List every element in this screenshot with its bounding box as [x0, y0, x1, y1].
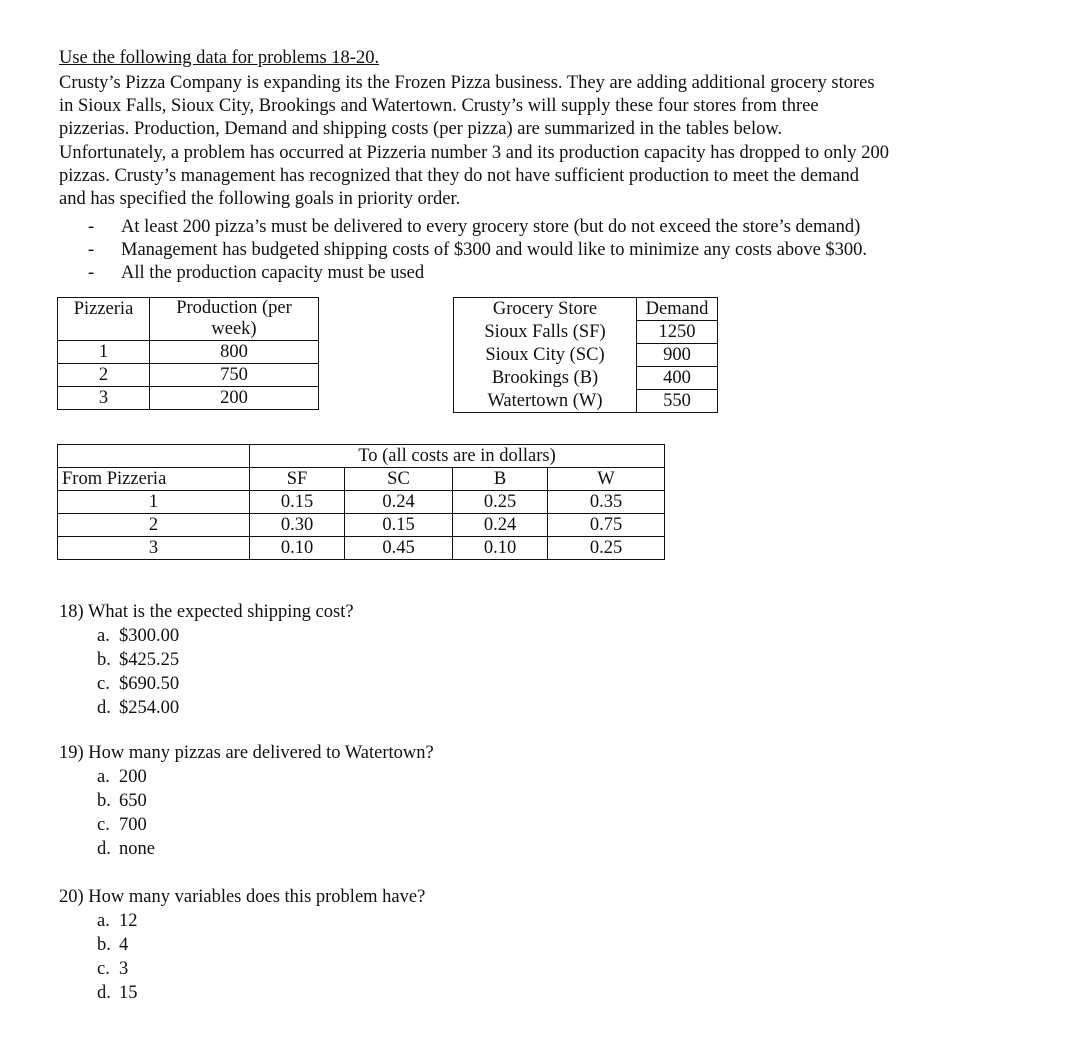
table-cell: 0.24 — [345, 491, 453, 514]
question-18 — [59, 600, 354, 720]
shipping-cost-table — [57, 444, 665, 560]
answer-option: b. $425.25 — [97, 650, 180, 670]
answer-option: c. 3 — [97, 959, 129, 979]
table-cell: 1 — [58, 491, 250, 514]
table-cell: 0.10 — [250, 537, 345, 560]
table-row — [58, 537, 665, 560]
table-cell: 0.24 — [453, 514, 548, 537]
table-cell: 550 — [637, 390, 718, 413]
demand-table — [453, 297, 718, 413]
table-header-row — [58, 298, 319, 341]
table-cell: 800 — [150, 341, 319, 364]
header-text: Production (per week) — [176, 298, 292, 339]
table-cell: 0.15 — [345, 514, 453, 537]
page-heading: Use the following data for problems 18-20. — [59, 48, 380, 68]
table-cell: 750 — [150, 364, 319, 387]
answer-option: b. 650 — [97, 791, 147, 811]
answer-option: d. none — [97, 839, 155, 859]
table-row — [454, 344, 718, 367]
goal-item: - All the production capacity must be used — [88, 263, 425, 283]
table-cell — [58, 445, 250, 468]
question-text: 19) How many pizzas are delivered to Watertown? — [59, 743, 434, 763]
table-caption-row — [58, 445, 665, 468]
question-text: 20) How many variables does this problem have? — [59, 887, 426, 907]
table-row — [454, 367, 718, 390]
intro-paragraph — [59, 72, 1019, 211]
table-cell: 0.35 — [548, 491, 665, 514]
table-cell: 2 — [58, 364, 150, 387]
goal-text: At least 200 pizza’s must be delivered to every grocery store (but do not exceed the store’s demand) — [121, 217, 861, 237]
table-row — [454, 321, 718, 344]
intro-line: in Sioux Falls, Sioux City, Brookings and Watertown. Crusty’s will supply these four stores from three — [59, 96, 819, 117]
question-20 — [59, 885, 425, 1005]
answer-option: b. 4 — [97, 935, 129, 955]
column-header-b: B — [453, 468, 548, 491]
goal-text: All the production capacity must be used — [121, 263, 425, 283]
table-header-row — [454, 298, 718, 321]
table-row — [58, 387, 319, 410]
table-cell: Sioux Falls (SF) — [454, 321, 637, 344]
column-header-sf: SF — [250, 468, 345, 491]
table-cell: 200 — [150, 387, 319, 410]
column-header-w: W — [548, 468, 665, 491]
table-cell: 0.45 — [345, 537, 453, 560]
table-cell: Watertown (W) — [454, 390, 637, 413]
table-cell: 0.25 — [453, 491, 548, 514]
column-header-sc: SC — [345, 468, 453, 491]
table-row — [58, 491, 665, 514]
goals-list — [88, 216, 867, 285]
cost-caption: To (all costs are in dollars) — [250, 445, 665, 468]
answer-option: d. $254.00 — [97, 698, 180, 718]
header-cell: Pizzeria — [58, 298, 150, 341]
table-row — [58, 341, 319, 364]
header-cell: Demand — [637, 298, 718, 321]
table-cell: 0.15 — [250, 491, 345, 514]
table-cell: Sioux City (SC) — [454, 344, 637, 367]
answer-option: c. 700 — [97, 815, 147, 835]
table-cell: 0.10 — [453, 537, 548, 560]
table-row — [58, 364, 319, 387]
header-cell — [150, 298, 319, 341]
production-table — [57, 297, 319, 410]
header-cell: Grocery Store — [454, 298, 637, 321]
table-cell: 0.75 — [548, 514, 665, 537]
intro-line: Unfortunately, a problem has occurred at Pizzeria number 3 and its production capacity has dropped to only 200 — [59, 142, 890, 163]
intro-line: and has specified the following goals in priority order. — [59, 189, 461, 210]
intro-line: pizzas. Crusty’s management has recognized that they do not have sufficient production to meet the demand — [59, 165, 860, 186]
answer-option: d. 15 — [97, 983, 138, 1003]
table-cell: 900 — [637, 344, 718, 367]
question-19 — [59, 741, 434, 861]
goal-text: Management has budgeted shipping costs of $300 and would like to minimize any costs above $300. — [121, 240, 868, 260]
goal-item: - Management has budgeted shipping costs of $300 and would like to minimize any costs above $300. — [88, 240, 868, 260]
table-cell: 3 — [58, 537, 250, 560]
intro-line: Crusty’s Pizza Company is expanding its the Frozen Pizza business. They are adding additional grocery stores — [59, 73, 875, 93]
answer-option: a. 200 — [97, 767, 147, 787]
table-cell: 400 — [637, 367, 718, 390]
table-row — [454, 390, 718, 413]
intro-line: pizzerias. Production, Demand and shipping costs (per pizza) are summarized in the tables below. — [59, 119, 783, 140]
table-cell: 1 — [58, 341, 150, 364]
table-header-row — [58, 468, 665, 491]
table-cell: 0.30 — [250, 514, 345, 537]
goal-item: - At least 200 pizza’s must be delivered to every grocery store (but do not exceed the store’s demand) — [88, 217, 861, 237]
row-header-cell: From Pizzeria — [58, 468, 250, 491]
question-text: 18) What is the expected shipping cost? — [59, 602, 354, 622]
answer-option: a. 12 — [97, 911, 138, 931]
table-row — [58, 514, 665, 537]
table-cell: 1250 — [637, 321, 718, 344]
table-cell: Brookings (B) — [454, 367, 637, 390]
answer-option: c. $690.50 — [97, 674, 180, 694]
table-cell: 0.25 — [548, 537, 665, 560]
table-cell: 3 — [58, 387, 150, 410]
answer-option: a. $300.00 — [97, 626, 180, 646]
table-cell: 2 — [58, 514, 250, 537]
